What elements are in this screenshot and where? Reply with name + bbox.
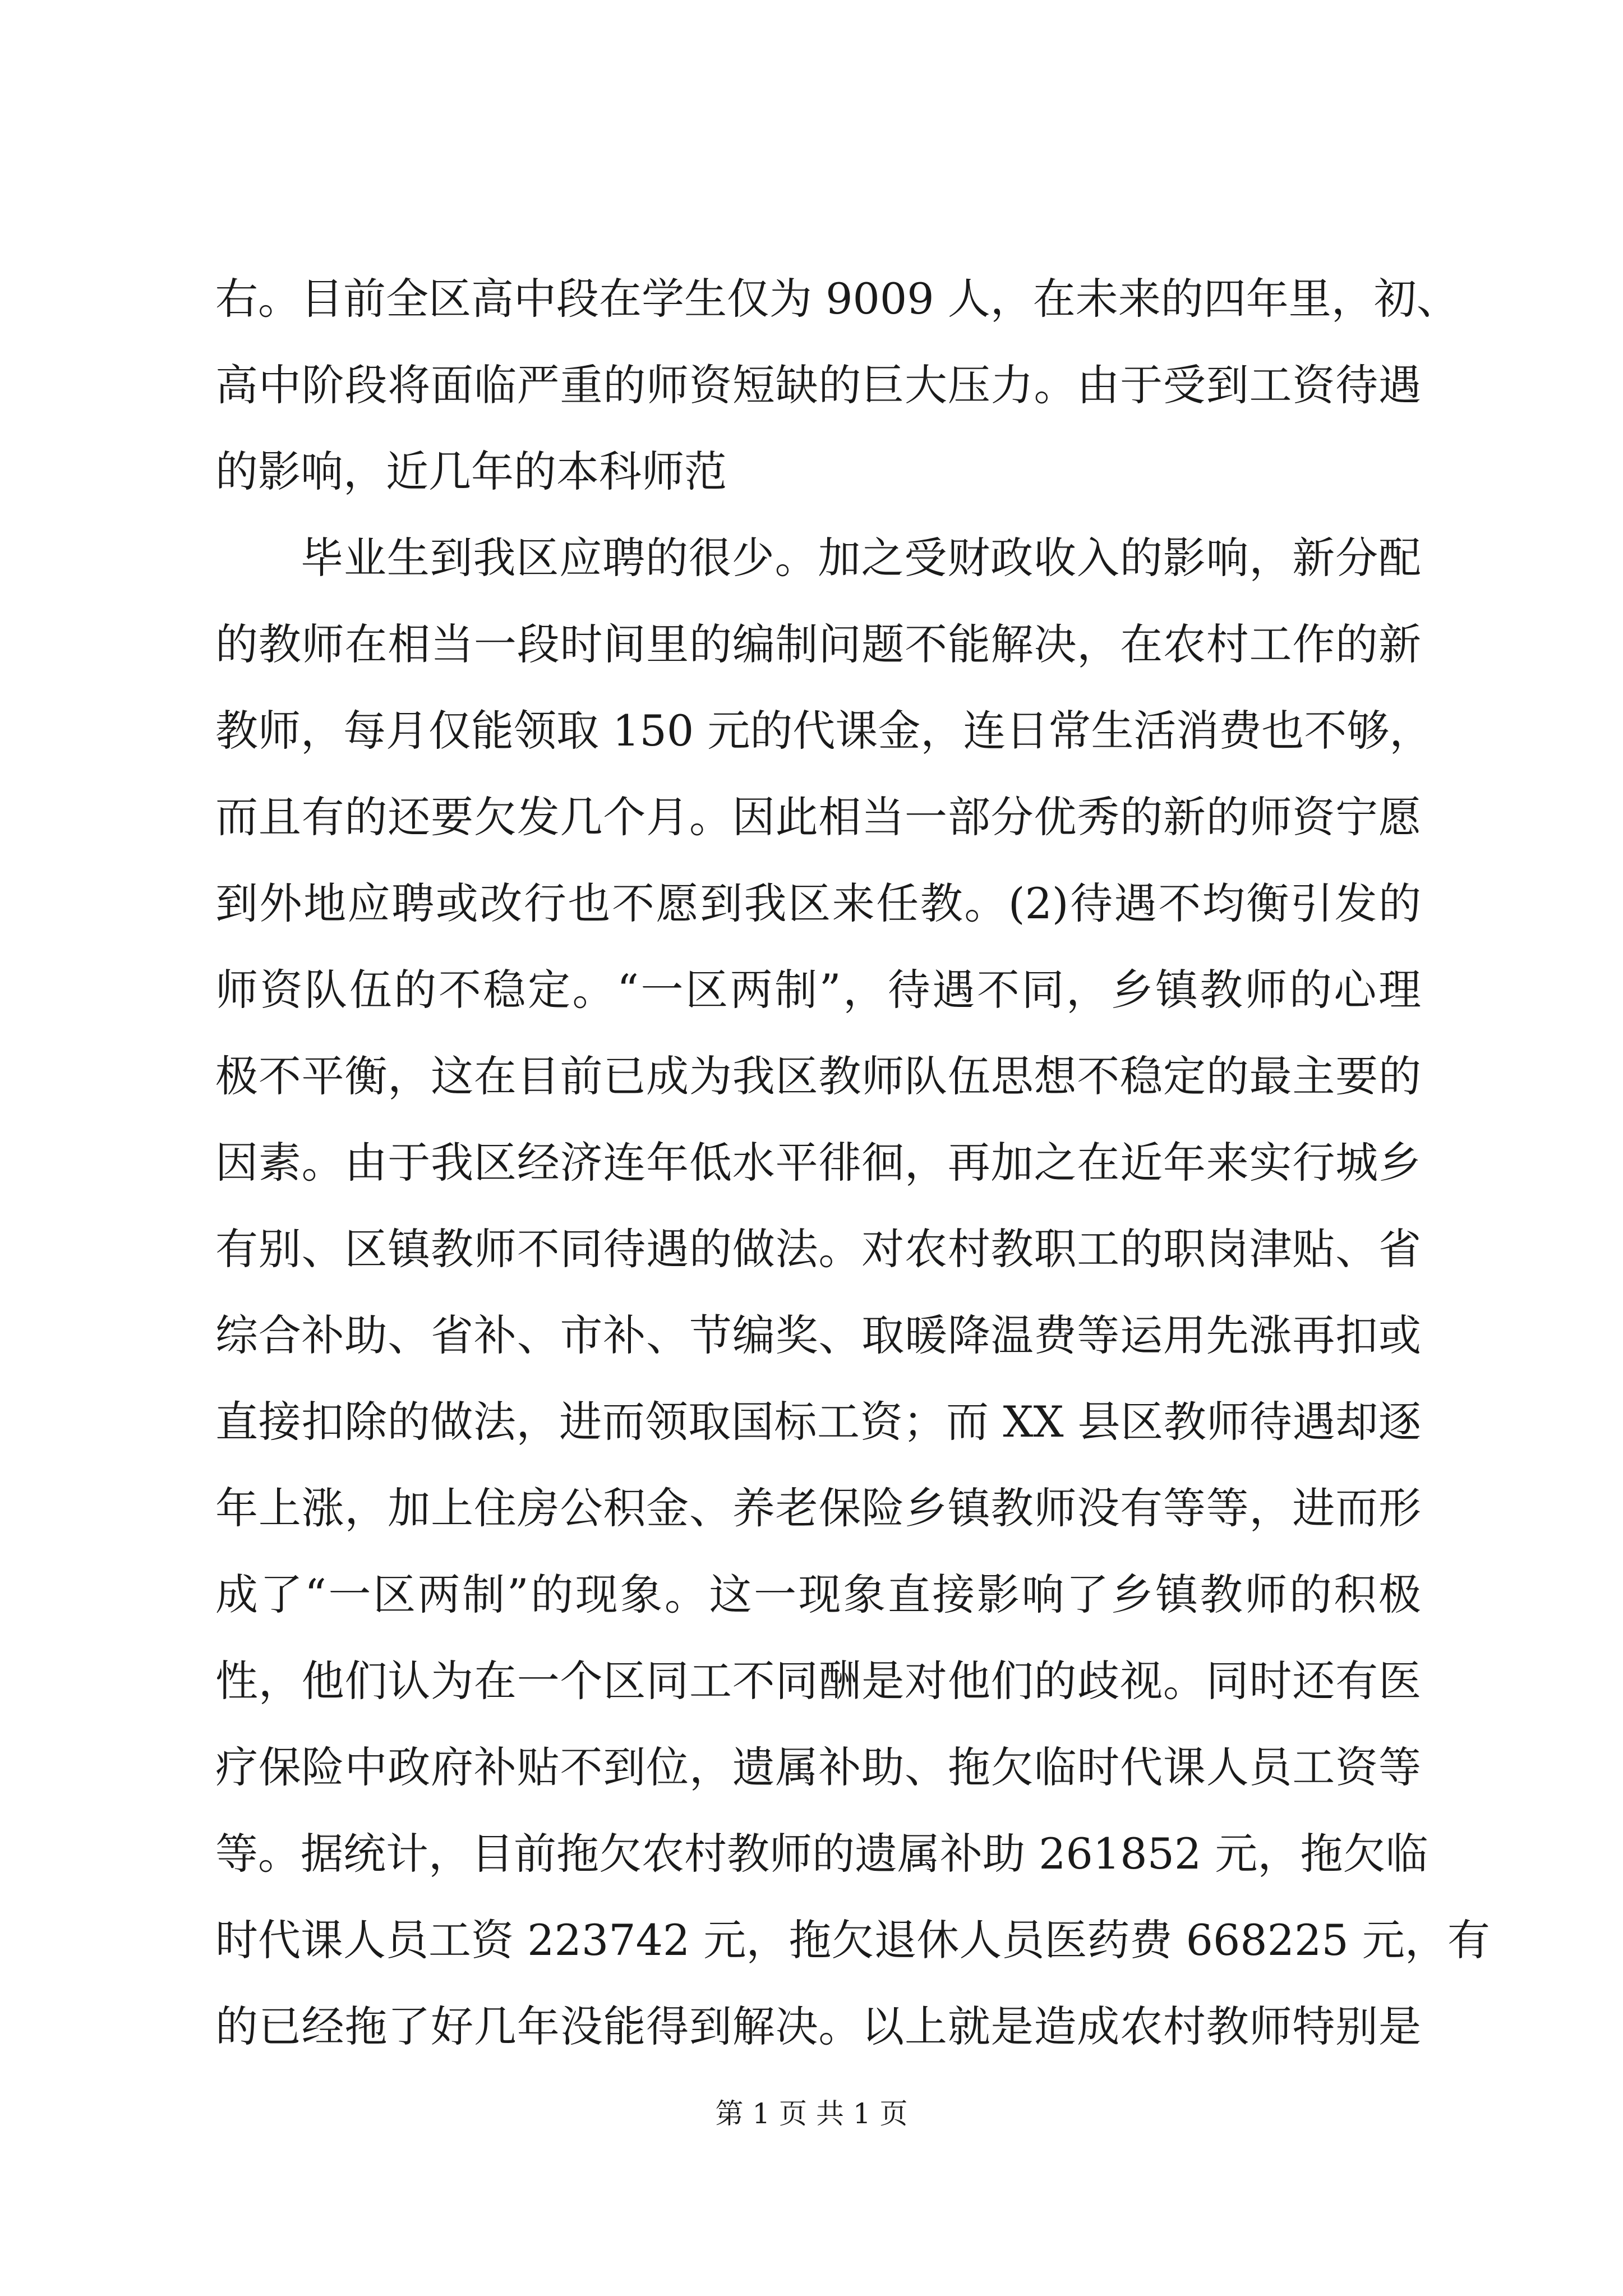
- body-text: [215, 256, 1490, 2070]
- text-line: 教师，每月仅能领取 150 元的代课金，连日常生活消费也不够，: [215, 706, 1432, 756]
- text-line: 时代课人员工资 223742 元，拖欠退休人员医药费 668225 元，有: [215, 1915, 1490, 1965]
- text-line: 的影响，近几年的本科师范: [215, 447, 727, 496]
- text-line: 疗保险中政府补贴不到位，遗属补助、拖欠临时代课人员工资等: [215, 1742, 1421, 1792]
- text-line: 综合补助、省补、市补、节编奖、取暖降温费等运用先涨再扣或: [215, 1310, 1421, 1360]
- text-line: 极不平衡，这在目前已成为我区教师队伍思想不稳定的最主要的: [215, 1051, 1421, 1101]
- text-line: 的教师在相当一段时间里的编制问题不能解决，在农村工作的新: [215, 619, 1421, 669]
- text-line: 右。目前全区高中段在学生仅为 9009 人，在未来的四年里，初、: [215, 274, 1459, 324]
- text-line: 成了“一区两制”的现象。这一现象直接影响了乡镇教师的积极: [215, 1570, 1421, 1619]
- text-line: 而且有的还要欠发几个月。因此相当一部分优秀的新的师资宁愿: [215, 792, 1421, 842]
- text-line: 师资队伍的不稳定。“一区两制”，待遇不同，乡镇教师的心理: [215, 965, 1421, 1015]
- text-line: 性，他们认为在一个区同工不同酬是对他们的歧视。同时还有医: [215, 1656, 1421, 1706]
- text-line: 直接扣除的做法，进而领取国标工资；而 XX 县区教师待遇却逐: [215, 1397, 1421, 1447]
- text-line: 年上涨，加上住房公积金、养老保险乡镇教师没有等等，进而形: [215, 1483, 1421, 1533]
- text-line: 毕业生到我区应聘的很少。加之受财政收入的影响，新分配: [301, 533, 1421, 583]
- text-line: 到外地应聘或改行也不愿到我区来任教。(2)待遇不均衡引发的: [215, 878, 1421, 928]
- text-line: 有别、区镇教师不同待遇的做法。对农村教职工的职岗津贴、省: [215, 1224, 1421, 1274]
- text-line: 高中阶段将面临严重的师资短缺的巨大压力。由于受到工资待遇: [215, 360, 1421, 410]
- text-line: 等。据统计，目前拖欠农村教师的遗属补助 261852 元，拖欠临: [215, 1829, 1428, 1879]
- text-line: 的已经拖了好几年没能得到解决。以上就是造成农村教师特别是: [215, 2001, 1421, 2051]
- page-number-footer: 第 1 页 共 1 页: [715, 2097, 908, 2130]
- text-line: 因素。由于我区经济连年低水平徘徊，再加之在近年来实行城乡: [215, 1138, 1421, 1188]
